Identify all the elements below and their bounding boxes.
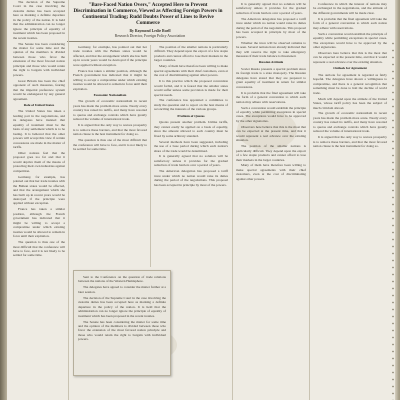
column-rule xyxy=(68,0,69,400)
paragraph: The growth of economic nationalism in recent years has made the problem more acute. Nearly every country has raised its tariffs, and many have resorted to quotas and exchange controls which have greatly reduced the volume of international trade. xyxy=(313,111,387,134)
text-column-1 xyxy=(13,0,65,400)
subheading: Outlook for Agreement xyxy=(333,66,367,71)
paragraph: The position of the smaller nations is particularly difficult. They depend upon the export of a few staple products and cannot afford to lose their markets in the larger countries. xyxy=(154,45,228,63)
byline-name: By Raymond Leslie Buell xyxy=(129,29,171,33)
page-spine xyxy=(395,0,399,400)
paragraph: Such a convention would establish the principle of equality while permitting exceptions in special cases. The exceptions would have to be approved by the other signatories. xyxy=(313,31,387,50)
paragraph: France has taken a similar position, although the French government has indicated that it might be willing to accept a compromise under which existing treaties would be allowed to remain in force until their expiration. xyxy=(73,68,147,91)
paragraph: The decision of the Supreme Court in the case involving the customs duties has been accepted here as marking a definite departure in the policy of the nation. It is held that the administration can no longer ignore the principle of equality of treatment which has been proposed in the recent treaties. xyxy=(13,0,65,40)
paragraph: Other nations feel that the proposal goes too far and that it would deprive them of the means of protecting their own industries against competition. xyxy=(13,151,65,173)
paragraph: The position of the smaller nations is particularly difficult. They depend upon the export of a few staple products and cannot afford to lose their markets in the larger countries. xyxy=(236,144,306,162)
column-rule xyxy=(309,0,310,400)
paragraph: The conference has appointed a committee to study the question and to report on the best means of reconciling the interests of the various groups. xyxy=(154,98,228,112)
paragraph: The American delegation has proposed a tariff truce under which no nation would raise its duties during the period of the negotiations. This proposal has been accepted in principle by most of the powers. xyxy=(236,16,306,39)
paragraph: Soviet Russia presents a special problem since its foreign trade is a state monopoly. The Russian delegates have stated that they are prepared to grant equality of treatment in return for similar concessions. xyxy=(236,66,306,89)
paragraph: Great Britain has been the chief opponent of such measures, fearing that the imperial preference system would be endangered by any general agreement. xyxy=(13,78,65,101)
paragraph: Many of them have therefore been willing to make special agreements with their chief customers, even at the cost of discriminating against other powers. xyxy=(154,64,228,78)
paragraph: The growth of economic nationalism in recent years has made the problem more acute. Nearly every country has raised its tariffs, and many have resorted to quotas and exchange controls which have greatly reduced the volume of international trade. xyxy=(73,99,147,122)
subheading: Problem of Quotas xyxy=(177,113,205,118)
paragraph: It is generally agreed that no solution will be satisfactory unless it provides for the gradual reduction of trade barriers over a period of years. xyxy=(236,2,306,15)
paragraph: It is probable that the final agreement will take the form of a general convention to which each nation may adhere with reservations. xyxy=(313,16,387,30)
paragraph: Such a convention would establish the principle of equality while permitting exceptions in special cases. The exceptions would have to be approved by the other signatories. xyxy=(236,105,306,123)
byline-affiliation: Research Director, Foreign Policy Association xyxy=(114,33,186,38)
text-column-5 xyxy=(313,2,387,400)
paragraph: Whether the truce will be observed remains to be seen. Several nations have already indicated that they will reserve the right to take emergency measures if their trade balance is threatened. xyxy=(236,40,306,58)
page-edge-shadow xyxy=(0,0,7,400)
newspaper-page xyxy=(7,0,399,400)
paragraph: Germany, for example, has pointed out that her trade treaties with the Balkan states would be affected, and that the arrangement which she has built up in recent years would be destroyed if the principle were applied without exception. xyxy=(13,174,65,206)
headline-rule xyxy=(67,41,229,42)
paragraph: It is this practice which the proposed convention would forbid, and it is feared that the smaller states would suffer unless some provision is made for their special needs. xyxy=(154,79,228,97)
pasted-clipping xyxy=(73,270,171,376)
paragraph: The question is thus one of the most difficult that the conference will have to face, and it is not likely to be settled for some time. xyxy=(73,138,147,152)
paragraph: Sent to the Conference on the question of trade relations between the nations of the Western Hemisphere. xyxy=(78,275,166,284)
paragraph: Conference in which the interest of nations may be exchanged in the negotiations, and the attitude of the different governments will be made clear. xyxy=(313,2,387,15)
paragraph: Much will depend upon the attitude of the United States, whose tariff policy has been the subject of much criticism abroad. xyxy=(313,96,387,110)
paragraph: The United States has taken a leading part in the negotiations, and its delegates have insisted that equality of treatment must be the basis of any settlement which is to be lasting. It is believed that the other powers will accept this view if certain concessions are made in the matter of tariffs. xyxy=(13,109,65,150)
subheading: Economic Nationalism xyxy=(93,93,127,98)
article-byline xyxy=(95,29,205,38)
paragraph: It is probable that the final agreement will take the form of a general convention to which each nation may adhere with reservations. xyxy=(236,90,306,104)
paragraph: The question is thus one of the most difficult that the conference will have to face, and it is not likely to be settled for some time. xyxy=(13,240,65,258)
paragraph: The Senate has been considering the matter for some time and the opinion of the members is divided between those who favor the extension of the most favored nation principle and those who would retain the right to bargain with individual powers. xyxy=(78,319,166,342)
paragraph: It is generally agreed that no solution will be satisfactory unless it provides for the gradual reduction of trade barriers over a period of years. xyxy=(154,154,228,168)
paragraph: Many of them have therefore been willing to make special agreements with their chief customers, even at the cost of discriminating against other powers. xyxy=(236,163,306,181)
column-rule xyxy=(232,0,233,400)
paragraph: Quotas present another problem. Unlike tariffs, they cannot easily be applied on a basis of equality, since the amount allowed to each country must be fixed by some arbitrary standard. xyxy=(154,120,228,138)
paragraph: The decision of the Supreme Court in the case involving the customs duties has been accepted here as marking a definite departure in the policy of the nation. It is held that the administration can no longer ignore the principle of equality of treatment which has been proposed in the recent treaties. xyxy=(78,295,166,318)
paragraph: Several methods have been suggested, including the use of a base period during which each nation's share of the trade would be determined. xyxy=(154,139,228,153)
paragraph: It is argued that the only way to restore prosperity is to remove these barriers, and that the most favored nation clause is the best instrument for doing so. xyxy=(73,123,147,137)
subheading: Role of United States xyxy=(23,102,55,107)
paragraph: The American delegation has proposed a tariff truce under which no nation would raise its duties during the period of the negotiations. This proposal has been accepted in principle by most of the powers. xyxy=(154,169,228,187)
paragraph: France has taken a similar position, although the French government has indicated that it might be willing to accept a compromise under which existing treaties would be allowed to remain in force until their expiration. xyxy=(13,207,65,239)
column-rule xyxy=(150,45,151,267)
paragraph: Observers here believe that this is the most that can be expected at the present time, and that it would represent a real advance over the existing situation. xyxy=(236,124,306,143)
paragraph: The delegates have agreed to consider the matter further at a later session. xyxy=(78,285,166,294)
paragraph: The Senate has been considering the matter for some time and the opinion of the members is divided between those who favor the extension of the most favored nation principle and those who would retain the right to bargain with individual powers. xyxy=(13,41,65,77)
article-headline: "Bare-Faced Nation Overs," Accepted Here to Prevent Discrimination in Commerce, Viewed as Affecting Foreign Powers in Continental Trading; Rudd Doubts Power of Lines to Revive Commerce xyxy=(73,2,223,26)
paragraph: The outlook for agreement is regarded as fairly hopeful. The delegates have shown a willingness to compromise, and there is a general recognition that something must be done to halt the decline of world trade. xyxy=(313,72,387,95)
paragraph: Germany, for example, has pointed out that her trade treaties with the Balkan states would be affected, and that the arrangement which she has built up in recent years would be destroyed if the principle were applied without exception. xyxy=(73,45,147,67)
text-column-4 xyxy=(236,2,306,400)
text-column-2 xyxy=(73,45,147,267)
paragraph: It is argued that the only way to restore prosperity is to remove these barriers, and that the most favored nation clause is the best instrument for doing so. xyxy=(313,135,387,149)
clipping-text xyxy=(78,275,166,371)
subheading: Russian Attitude xyxy=(258,60,284,65)
paragraph: Observers here believe that this is the most that can be expected at the present time, and that it would represent a real advance over the existing situation. xyxy=(313,51,387,64)
